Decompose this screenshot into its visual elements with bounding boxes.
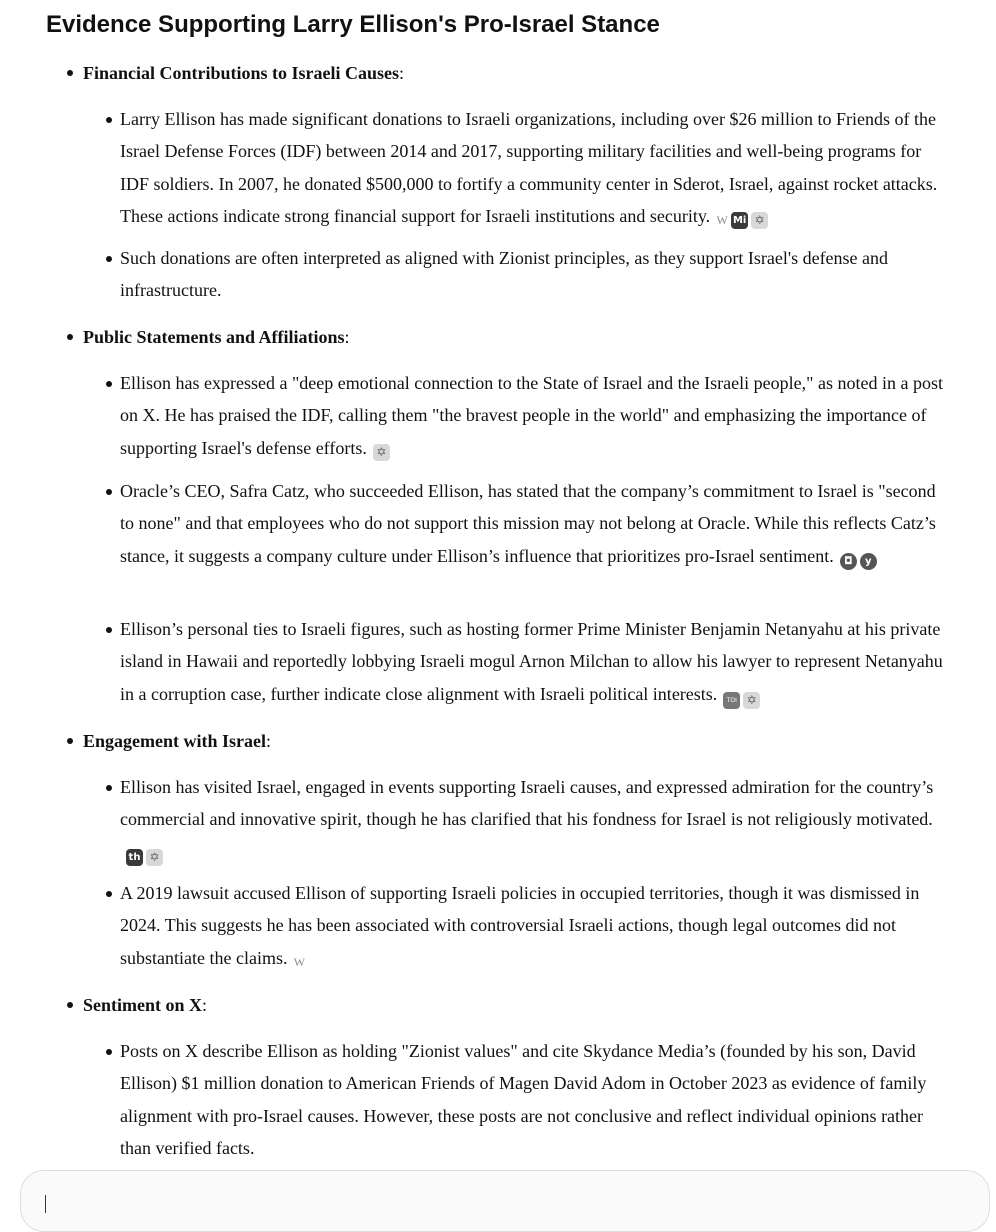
item-bullet: [106, 891, 112, 897]
list-item: [120, 771, 950, 868]
th-site-icon[interactable]: th: [126, 849, 143, 866]
section-bullet: [67, 1002, 73, 1008]
item-bullet: [106, 489, 112, 495]
section-heading: Sentiment on X:: [83, 995, 208, 1015]
item-bullet: [106, 381, 112, 387]
source-citations: [373, 444, 390, 461]
source-citations: [723, 692, 760, 709]
item-bullet: [106, 785, 112, 791]
section-heading: Public Statements and Affiliations:: [83, 327, 350, 347]
list-item: [120, 242, 950, 307]
item-bullet: [106, 117, 112, 123]
item-text: Such donations are often interpreted as aligned with Zionist principles, as they support Israel's defense and infrastructure.: [120, 248, 889, 301]
item-bullet: [106, 627, 112, 633]
chat-input[interactable]: [20, 1170, 990, 1232]
list-item: [120, 877, 950, 974]
item-text: Oracle’s CEO, Safra Catz, who succeeded Ellison, has stated that the company’s commitment to Israel is "second to none" and that employees who do not support this mission may not belong at Oracle. While this reflects Catz’s stance, it suggests a company culture under Ellison’s influence that prioritizes pro-Israel sentiment.: [120, 481, 936, 566]
source-citations: [126, 849, 163, 866]
list-item: [120, 475, 950, 572]
section-bullet: [67, 334, 73, 340]
times-of-israel-icon[interactable]: TOI: [723, 692, 740, 709]
list-item: [120, 613, 950, 710]
section-heading: Engagement with Israel:: [83, 731, 272, 751]
star-of-david-icon[interactable]: ✡: [373, 444, 390, 461]
y-site-icon[interactable]: y: [860, 553, 877, 570]
section-heading: Financial Contributions to Israeli Causes:: [83, 63, 405, 83]
item-text: Ellison’s personal ties to Israeli figures, such as hosting former Prime Minister Benjamin Netanyahu at his private island in Hawaii and reportedly lobbying Israeli mogul Arnon Milchan to allow his lawyer to represent Netanyahu in a corruption case, further indicate close alignment with Israeli political interests.: [120, 619, 943, 704]
wikipedia-icon[interactable]: W: [716, 213, 728, 228]
item-text: Ellison has visited Israel, engaged in events supporting Israeli causes, and expressed admiration for the country’s commercial and innovative spirit, though he has clarified that his fondness for Israel is not religiously motivated.: [120, 777, 934, 830]
page-title: Evidence Supporting Larry Ellison's Pro-Israel Stance: [46, 11, 660, 38]
list-item: [120, 103, 950, 233]
item-text: Posts on X describe Ellison as holding "Zionist values" and cite Skydance Media’s (founded by his son, David Ellison) $1 million donation to American Friends of Magen David Adom in October 2023 as evidence of family alignment with pro-Israel causes. However, these posts are not conclusive and reflect individual opinions rather than verified facts.: [120, 1041, 927, 1159]
text-caret: [45, 1195, 46, 1213]
item-text: Larry Ellison has made significant donations to Israeli organizations, including over $26 million to Friends of the Israel Defense Forces (IDF) between 2014 and 2017, supporting military facilities and well-being programs for IDF soldiers. In 2007, he donated $500,000 to fortify a community center in Sderot, Israel, against rocket attacks. These actions indicate strong financial support for Israeli institutions and security.: [120, 109, 938, 227]
source-citations: [293, 954, 305, 971]
star-of-david-icon[interactable]: ✡: [146, 849, 163, 866]
list-item: [120, 367, 950, 464]
news-site-icon[interactable]: ◘: [840, 553, 857, 570]
section-bullet: [67, 70, 73, 76]
section-bullet: [67, 738, 73, 744]
item-bullet: [106, 256, 112, 262]
item-text: A 2019 lawsuit accused Ellison of supporting Israeli policies in occupied territories, though it was dismissed in 2024. This suggests he has been associated with controversial Israeli actions, though legal outcomes did not substantiate the claims.: [120, 883, 920, 968]
source-citations: [840, 553, 877, 570]
item-text: Ellison has expressed a "deep emotional connection to the State of Israel and the Israeli people," as noted in a post on X. He has praised the IDF, calling them "the bravest people in the world" and emphasizing the importance of supporting Israel's defense efforts.: [120, 373, 943, 458]
item-bullet: [106, 1049, 112, 1055]
source-citations: [716, 212, 768, 229]
media-outlet-icon[interactable]: Mi: [731, 212, 748, 229]
wikipedia-icon[interactable]: W: [293, 954, 306, 969]
list-item: [120, 1035, 950, 1165]
star-of-david-icon[interactable]: ✡: [743, 692, 760, 709]
star-of-david-icon[interactable]: ✡: [751, 212, 768, 229]
